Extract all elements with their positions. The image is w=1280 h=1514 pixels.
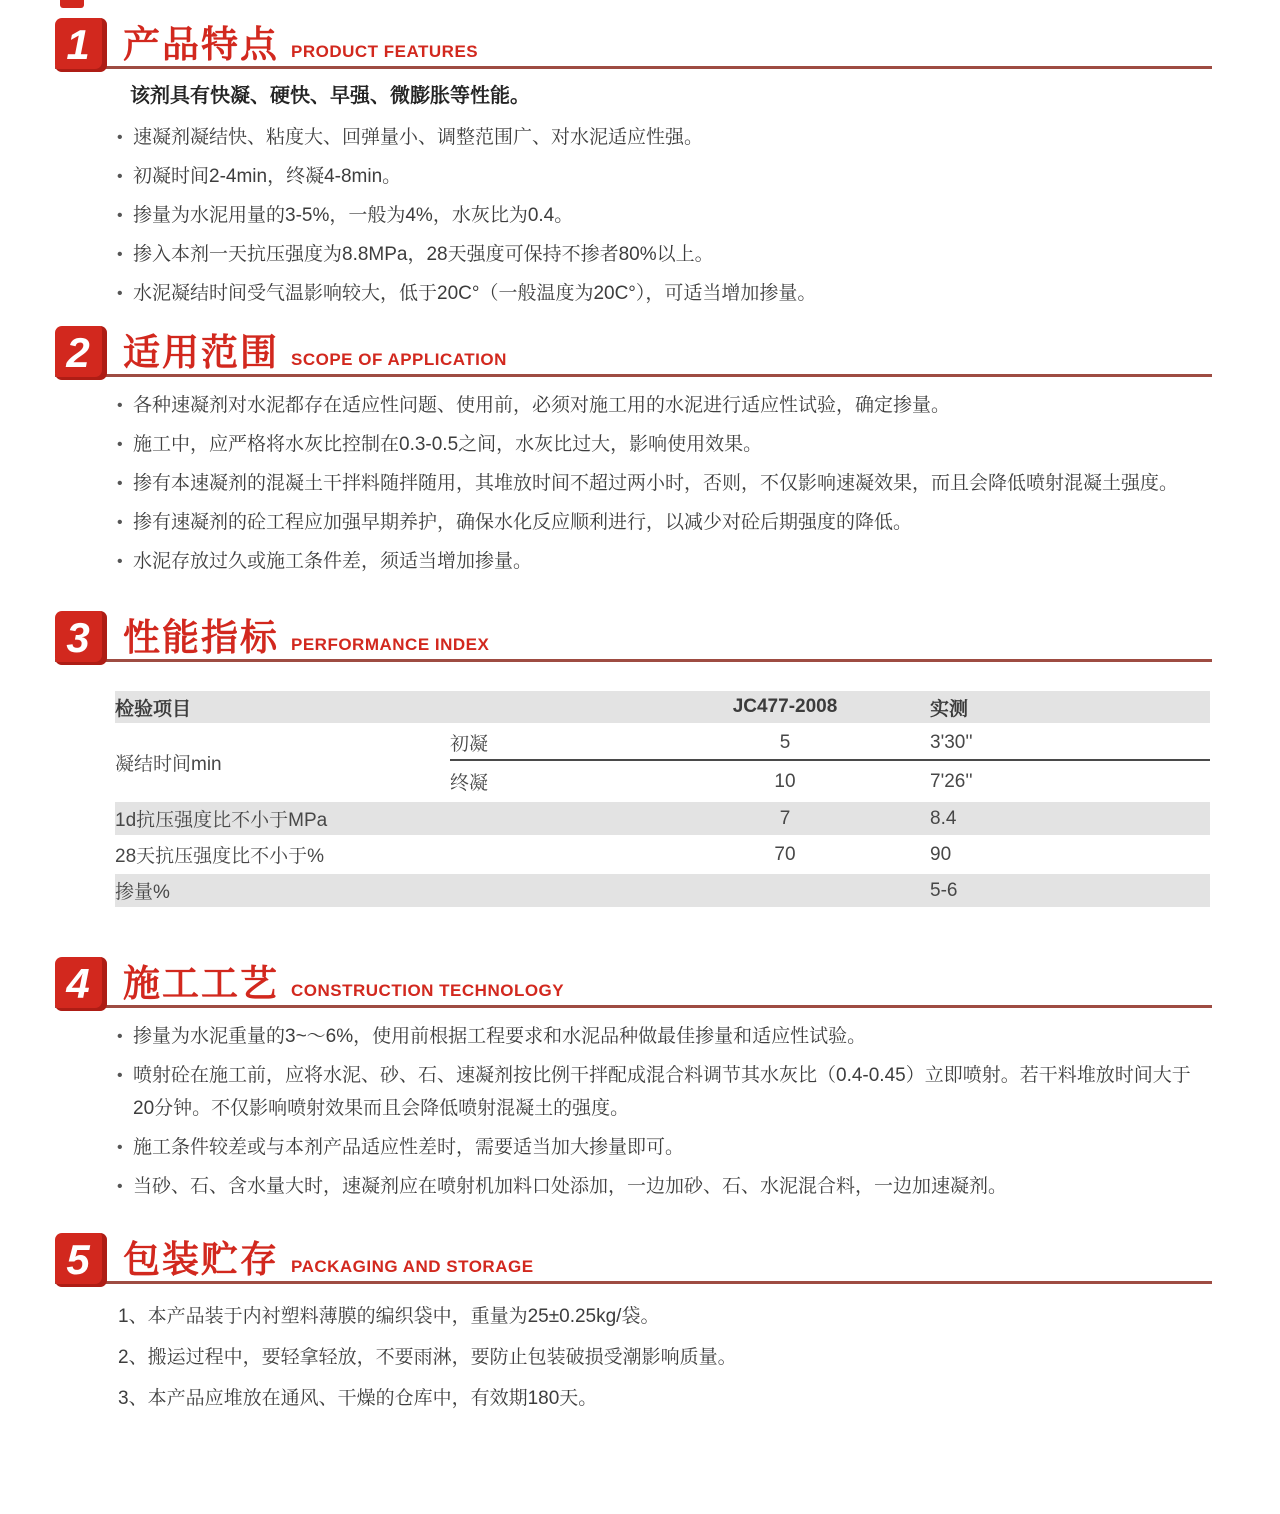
table-cell-strength-1d-standard: 7 [640, 802, 930, 835]
table-cell-final-measured: 7'26'' [930, 770, 973, 792]
numbered-item: 3、本产品应堆放在通风、干燥的仓库中，有效期180天。 [118, 1388, 598, 1409]
page-top-red-fragment [60, 0, 84, 8]
table-cell-strength-28d-label: 28天抗压强度比不小于% [115, 846, 325, 867]
section-number-badge: 4 [55, 957, 107, 1011]
section-construction-technology [0, 957, 1280, 1203]
table-cell-initial-label: 初凝 [450, 726, 640, 761]
bullet-item: • 各种速凝剂对水泥都存在适应性问题、使用前，必须对施工用的水泥进行适应性试验，确定掺量。 [115, 389, 1210, 422]
table-cell-strength-1d-measured: 8.4 [930, 802, 1210, 835]
table-header-measured: 实测 [930, 691, 1210, 723]
table-cell-setting-time-label: 凝结时间min [115, 754, 222, 775]
bullet-item: • 当砂、石、含水量大时，速凝剂应在喷射机加料口处添加，一边加砂、石、水泥混合料，一边加速凝剂。 [115, 1170, 1210, 1203]
bullet-item: • 掺入本剂一天抗压强度为8.8MPa，28天强度可保持不掺者80%以上。 [115, 238, 1210, 271]
section-title-zh: 适用范围 [123, 332, 279, 373]
table-header-item: 检验项目 [115, 691, 450, 723]
section-title-en: PRODUCT FEATURES [291, 42, 479, 61]
numbered-item: 2、搬运过程中，要轻拿轻放，不要雨淋，要防止包装破损受潮影响质量。 [118, 1347, 737, 1368]
scope-bullet-list [115, 389, 1210, 578]
features-intro: 该剂具有快凝、硬快、早强、微膨胀等性能。 [130, 85, 530, 107]
packaging-item-list [118, 1300, 1210, 1415]
section-header [55, 611, 1212, 662]
section-header [55, 1233, 1212, 1284]
bullet-item: • 水泥凝结时间受气温影响较大，低于20C°（一般温度为20C°），可适当增加掺量。 [115, 277, 1210, 310]
section-performance-index [0, 611, 1280, 910]
table-row-dosage [115, 874, 1210, 907]
table-header-row [115, 691, 1210, 723]
bullet-item: • 施工条件较差或与本剂产品适应性差时，需要适当加大掺量即可。 [115, 1131, 1210, 1164]
bullet-item: • 速凝剂凝结快、粘度大、回弹量小、调整范围广、对水泥适应性强。 [115, 121, 1210, 154]
section-title-en: PACKAGING AND STORAGE [291, 1257, 534, 1276]
table-cell-strength-28d-measured: 90 [930, 843, 952, 865]
bullet-item: • 喷射砼在施工前，应将水泥、砂、石、速凝剂按比例干拌配成混合料调节其水灰比（0.4-0.45）立即喷射。若干料堆放时间大于20分钟。不仅影响喷射效果而且会降低喷射混凝土的强度。 [115, 1059, 1210, 1125]
section-title-zh: 产品特点 [123, 24, 279, 65]
section-title-zh: 施工工艺 [123, 963, 279, 1004]
table-row-strength-1d [115, 802, 1210, 835]
section-header [55, 18, 1212, 69]
table-cell-strength-1d-label: 1d抗压强度比不小于MPa [115, 802, 640, 835]
table-header-standard: JC477-2008 [640, 691, 930, 723]
table-row-setting-time-initial [115, 726, 1210, 761]
table-header-sub [450, 691, 640, 723]
section-title-en: PERFORMANCE INDEX [291, 635, 490, 654]
section-number-badge: 2 [55, 326, 107, 380]
table-cell-initial-standard: 5 [640, 726, 930, 761]
section-number-badge: 3 [55, 611, 107, 665]
table-cell-final-standard: 10 [774, 770, 796, 792]
bullet-item: • 掺有本速凝剂的混凝土干拌料随拌随用，其堆放时间不超过两小时，否则，不仅影响速凝效果，而且会降低喷射混凝土强度。 [115, 467, 1210, 500]
table-cell-dosage-label: 掺量% [115, 874, 640, 907]
construction-bullet-list [115, 1020, 1210, 1203]
table-cell-strength-28d-standard: 70 [774, 843, 796, 865]
bullet-item: • 水泥存放过久或施工条件差，须适当增加掺量。 [115, 545, 1210, 578]
bullet-item: • 初凝时间2-4min，终凝4-8min。 [115, 160, 1210, 193]
table-cell-dosage-measured: 5-6 [930, 874, 1210, 907]
section-header [55, 326, 1212, 377]
section-packaging-storage [0, 1233, 1280, 1415]
section-number-badge: 1 [55, 18, 107, 72]
section-header [55, 957, 1212, 1008]
table-cell-initial-measured: 3'30'' [930, 726, 1210, 761]
bullet-item: • 掺有速凝剂的砼工程应加强早期养护，确保水化反应顺利进行，以减少对砼后期强度的降低。 [115, 506, 1210, 539]
section-scope-of-application [0, 326, 1280, 578]
section-title-zh: 包装贮存 [123, 1239, 279, 1280]
features-bullet-list [115, 121, 1210, 310]
section-title-zh: 性能指标 [123, 617, 279, 658]
section-product-features [0, 0, 1280, 310]
bullet-item: • 掺量为水泥重量的3~～6%，使用前根据工程要求和水泥品种做最佳掺量和适应性试验。 [115, 1020, 1210, 1053]
performance-table [115, 688, 1210, 910]
table-cell-final-label: 终凝 [450, 773, 489, 794]
table-row-strength-28d [115, 838, 1210, 871]
bullet-item: • 施工中，应严格将水灰比控制在0.3-0.5之间，水灰比过大，影响使用效果。 [115, 428, 1210, 461]
table-cell-dosage-standard [640, 874, 930, 907]
bullet-item: • 掺量为水泥用量的3-5%，一般为4%，水灰比为0.4。 [115, 199, 1210, 232]
section-title-en: CONSTRUCTION TECHNOLOGY [291, 981, 565, 1000]
numbered-item: 1、本产品装于内衬塑料薄膜的编织袋中，重量为25±0.25kg/袋。 [118, 1306, 660, 1327]
section-title-en: SCOPE OF APPLICATION [291, 350, 507, 369]
section-number-badge: 5 [55, 1233, 107, 1287]
